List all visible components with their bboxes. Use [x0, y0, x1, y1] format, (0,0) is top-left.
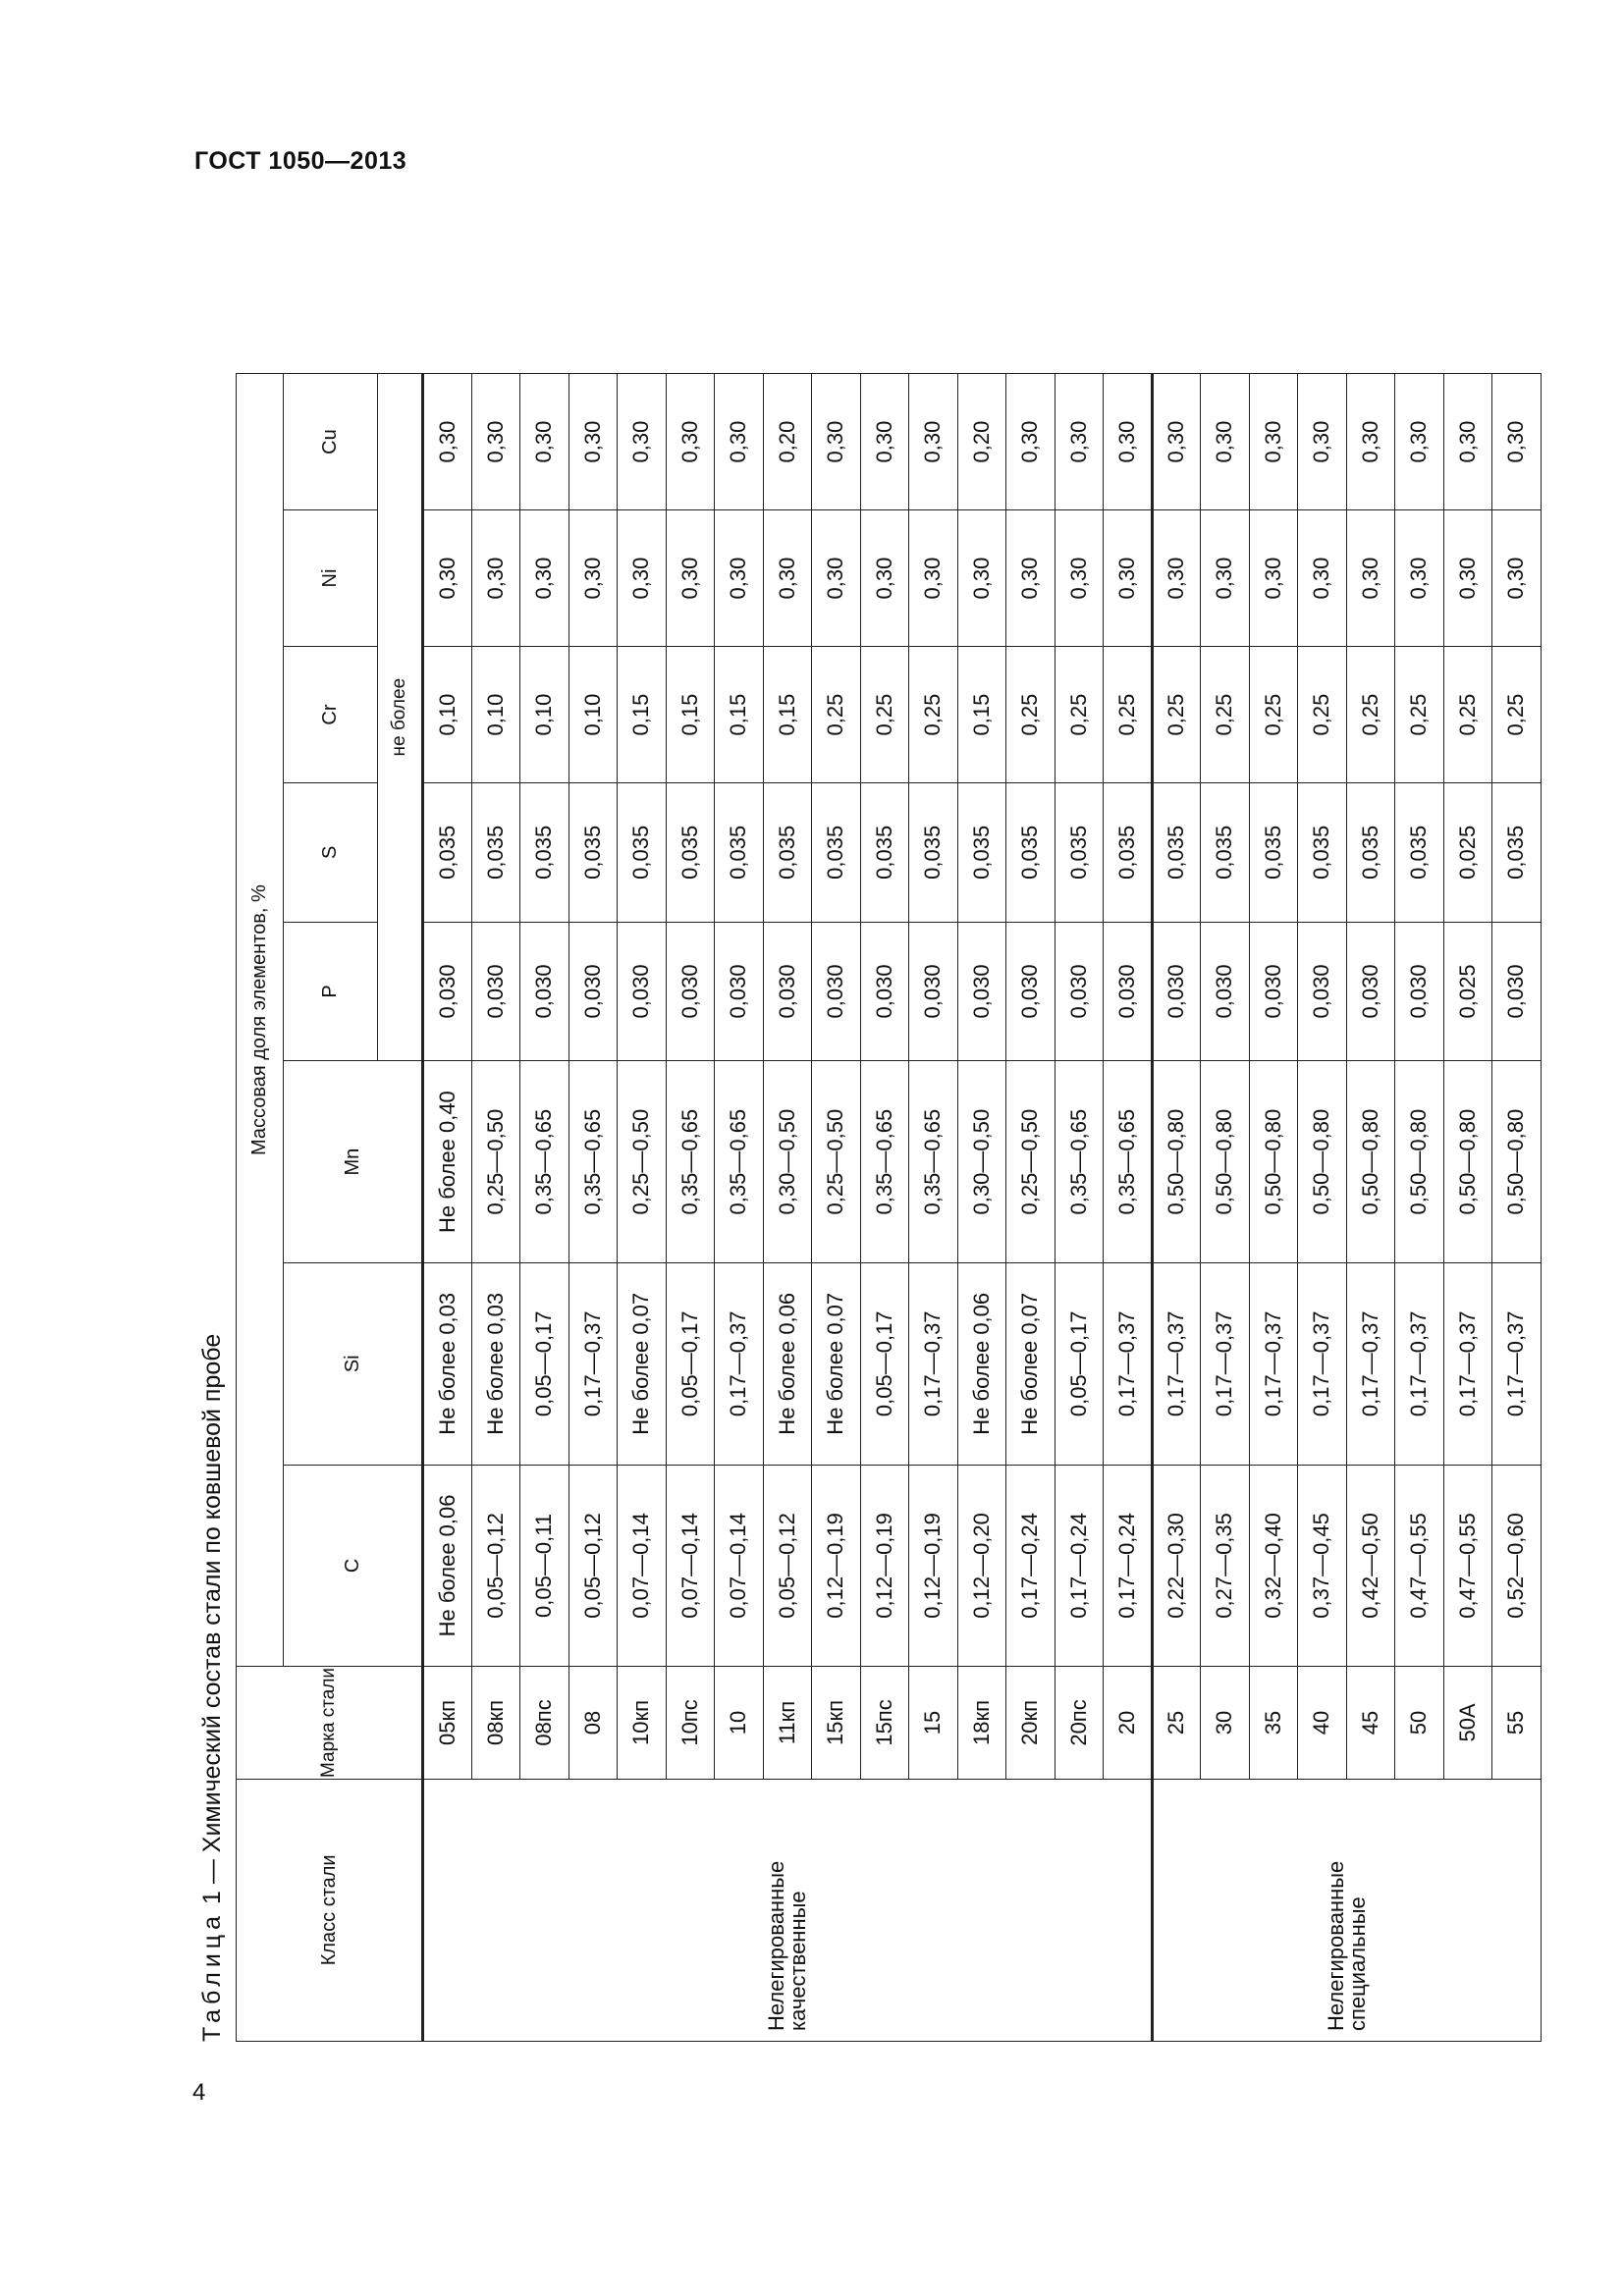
s-cell: 0,035: [1104, 783, 1153, 923]
s-cell: 0,035: [763, 783, 812, 923]
cu-cell: 0,30: [1443, 374, 1492, 510]
p-cell: 0,030: [812, 922, 861, 1061]
mn-cell: 0,50—0,80: [1492, 1061, 1542, 1263]
cu-cell: 0,30: [1201, 374, 1250, 510]
cu-cell: 0,30: [1298, 374, 1347, 510]
grade-cell: 20кп: [1006, 1667, 1056, 1779]
p-cell: 0,030: [1395, 922, 1444, 1061]
c-cell: 0,12—0,19: [860, 1465, 909, 1667]
mn-cell: Не более 0,40: [423, 1061, 472, 1263]
grade-cell: 18кп: [957, 1667, 1006, 1779]
header-not-more: не более: [378, 374, 423, 1061]
ni-cell: 0,30: [957, 510, 1006, 647]
p-cell: 0,030: [860, 922, 909, 1061]
ni-cell: 0,30: [860, 510, 909, 647]
table-caption-prefix: Таблица: [198, 1910, 226, 2042]
s-cell: 0,035: [860, 783, 909, 923]
page-number: 4: [192, 2079, 206, 2106]
ni-cell: 0,30: [1249, 510, 1298, 647]
c-cell: 0,12—0,19: [812, 1465, 861, 1667]
mn-cell: 0,25—0,50: [618, 1061, 667, 1263]
si-cell: Не более 0,06: [957, 1262, 1006, 1465]
s-cell: 0,035: [471, 783, 520, 923]
p-cell: 0,030: [1346, 922, 1395, 1061]
si-cell: 0,17—0,37: [1492, 1262, 1542, 1465]
mn-cell: 0,35—0,65: [1104, 1061, 1153, 1263]
ni-cell: 0,30: [909, 510, 958, 647]
c-cell: 0,47—0,55: [1395, 1465, 1444, 1667]
cu-cell: 0,30: [860, 374, 909, 510]
chemical-composition-table: [236, 373, 1542, 2042]
cr-cell: 0,25: [1443, 647, 1492, 783]
cr-cell: 0,15: [666, 647, 715, 783]
s-cell: 0,035: [568, 783, 618, 923]
ni-cell: 0,30: [763, 510, 812, 647]
mn-cell: 0,30—0,50: [957, 1061, 1006, 1263]
si-cell: 0,17—0,37: [1346, 1262, 1395, 1465]
cu-cell: 0,30: [1152, 374, 1201, 510]
cr-cell: 0,25: [812, 647, 861, 783]
s-cell: 0,035: [1298, 783, 1347, 923]
cr-cell: 0,25: [1006, 647, 1056, 783]
cu-cell: 0,30: [1104, 374, 1153, 510]
c-cell: 0,42—0,50: [1346, 1465, 1395, 1667]
s-cell: 0,035: [423, 783, 472, 923]
grade-cell: 50А: [1443, 1667, 1492, 1779]
p-cell: 0,030: [1006, 922, 1056, 1061]
mn-cell: 0,25—0,50: [812, 1061, 861, 1263]
cr-cell: 0,25: [1249, 647, 1298, 783]
cr-cell: 0,15: [957, 647, 1006, 783]
header-cu: Cu: [284, 374, 378, 510]
p-cell: 0,030: [1492, 922, 1542, 1061]
si-cell: 0,17—0,37: [1249, 1262, 1298, 1465]
p-cell: 0,030: [520, 922, 569, 1061]
cu-cell: 0,30: [909, 374, 958, 510]
cu-cell: 0,30: [1055, 374, 1104, 510]
si-cell: 0,17—0,37: [1395, 1262, 1444, 1465]
cu-cell: 0,30: [471, 374, 520, 510]
mn-cell: 0,50—0,80: [1346, 1061, 1395, 1263]
ni-cell: 0,30: [1104, 510, 1153, 647]
grade-cell: 11кп: [763, 1667, 812, 1779]
p-cell: 0,030: [1152, 922, 1201, 1061]
grade-cell: 10: [715, 1667, 764, 1779]
header-s: S: [284, 783, 378, 923]
cr-cell: 0,15: [763, 647, 812, 783]
s-cell: 0,035: [1492, 783, 1542, 923]
table-row: [423, 374, 472, 2042]
c-cell: 0,12—0,20: [957, 1465, 1006, 1667]
header-steel-grade: Марка стали: [237, 1667, 423, 1779]
si-cell: 0,17—0,37: [1298, 1262, 1347, 1465]
grade-cell: 08: [568, 1667, 618, 1779]
si-cell: 0,05—0,17: [666, 1262, 715, 1465]
grade-cell: 50: [1395, 1667, 1444, 1779]
mn-cell: 0,35—0,65: [666, 1061, 715, 1263]
mn-cell: 0,35—0,65: [909, 1061, 958, 1263]
si-cell: 0,05—0,17: [860, 1262, 909, 1465]
grade-cell: 20пс: [1055, 1667, 1104, 1779]
p-cell: 0,030: [666, 922, 715, 1061]
p-cell: 0,030: [1055, 922, 1104, 1061]
mn-cell: 0,50—0,80: [1201, 1061, 1250, 1263]
cu-cell: 0,30: [1492, 374, 1542, 510]
header-ni: Ni: [284, 510, 378, 647]
grade-cell: 30: [1201, 1667, 1250, 1779]
s-cell: 0,035: [1249, 783, 1298, 923]
cr-cell: 0,25: [1055, 647, 1104, 783]
ni-cell: 0,30: [1346, 510, 1395, 647]
header-mass-fraction: Массовая доля элементов, %: [237, 374, 284, 1667]
grade-cell: 15: [909, 1667, 958, 1779]
header-p: P: [284, 922, 378, 1061]
ni-cell: 0,30: [812, 510, 861, 647]
grade-cell: 08кп: [471, 1667, 520, 1779]
cr-cell: 0,25: [1492, 647, 1542, 783]
mn-cell: 0,25—0,50: [471, 1061, 520, 1263]
grade-cell: 55: [1492, 1667, 1542, 1779]
grade-cell: 45: [1346, 1667, 1395, 1779]
ni-cell: 0,30: [618, 510, 667, 647]
grade-cell: 15пс: [860, 1667, 909, 1779]
mn-cell: 0,35—0,65: [715, 1061, 764, 1263]
grade-cell: 08пс: [520, 1667, 569, 1779]
mn-cell: 0,35—0,65: [568, 1061, 618, 1263]
ni-cell: 0,30: [423, 510, 472, 647]
c-cell: 0,27—0,35: [1201, 1465, 1250, 1667]
cu-cell: 0,20: [957, 374, 1006, 510]
s-cell: 0,035: [1006, 783, 1056, 923]
si-cell: 0,05—0,17: [520, 1262, 569, 1465]
c-cell: 0,52—0,60: [1492, 1465, 1542, 1667]
cr-cell: 0,25: [1201, 647, 1250, 783]
c-cell: 0,17—0,24: [1104, 1465, 1153, 1667]
s-cell: 0,035: [957, 783, 1006, 923]
c-cell: Не более 0,06: [423, 1465, 472, 1667]
cu-cell: 0,30: [1395, 374, 1444, 510]
p-cell: 0,030: [1298, 922, 1347, 1061]
cr-cell: 0,25: [1395, 647, 1444, 783]
cr-cell: 0,25: [1152, 647, 1201, 783]
ni-cell: 0,30: [715, 510, 764, 647]
p-cell: 0,030: [715, 922, 764, 1061]
s-cell: 0,035: [909, 783, 958, 923]
s-cell: 0,035: [618, 783, 667, 923]
grade-cell: 25: [1152, 1667, 1201, 1779]
si-cell: Не более 0,03: [471, 1262, 520, 1465]
cr-cell: 0,10: [423, 647, 472, 783]
mn-cell: 0,35—0,65: [860, 1061, 909, 1263]
cu-cell: 0,30: [618, 374, 667, 510]
s-cell: 0,035: [812, 783, 861, 923]
si-cell: 0,17—0,37: [715, 1262, 764, 1465]
cr-cell: 0,10: [471, 647, 520, 783]
ni-cell: 0,30: [1055, 510, 1104, 647]
p-cell: 0,030: [471, 922, 520, 1061]
p-cell: 0,030: [1104, 922, 1153, 1061]
si-cell: Не более 0,03: [423, 1262, 472, 1465]
table-caption: [190, 1334, 234, 2042]
mn-cell: 0,30—0,50: [763, 1061, 812, 1263]
p-cell: 0,030: [1249, 922, 1298, 1061]
ni-cell: 0,30: [520, 510, 569, 647]
grade-cell: 05кп: [423, 1667, 472, 1779]
cr-cell: 0,25: [860, 647, 909, 783]
si-cell: 0,17—0,37: [1104, 1262, 1153, 1465]
s-cell: 0,035: [1346, 783, 1395, 923]
mn-cell: 0,35—0,65: [520, 1061, 569, 1263]
cu-cell: 0,30: [423, 374, 472, 510]
c-cell: 0,22—0,30: [1152, 1465, 1201, 1667]
cr-cell: 0,25: [1298, 647, 1347, 783]
ni-cell: 0,30: [1152, 510, 1201, 647]
s-cell: 0,035: [715, 783, 764, 923]
p-cell: 0,030: [568, 922, 618, 1061]
cr-cell: 0,10: [568, 647, 618, 783]
c-cell: 0,12—0,19: [909, 1465, 958, 1667]
p-cell: 0,030: [909, 922, 958, 1061]
header-c: C: [284, 1465, 423, 1667]
p-cell: 0,030: [957, 922, 1006, 1061]
mn-cell: 0,50—0,80: [1152, 1061, 1201, 1263]
ni-cell: 0,30: [1492, 510, 1542, 647]
s-cell: 0,035: [1055, 783, 1104, 923]
mn-cell: 0,50—0,80: [1443, 1061, 1492, 1263]
c-cell: 0,07—0,14: [715, 1465, 764, 1667]
si-cell: 0,05—0,17: [1055, 1262, 1104, 1465]
cr-cell: 0,10: [520, 647, 569, 783]
s-cell: 0,035: [666, 783, 715, 923]
s-cell: 0,035: [1201, 783, 1250, 923]
c-cell: 0,47—0,55: [1443, 1465, 1492, 1667]
c-cell: 0,37—0,45: [1298, 1465, 1347, 1667]
cr-cell: 0,15: [618, 647, 667, 783]
cu-cell: 0,30: [812, 374, 861, 510]
steel-class-cell: Нелегированные специальные: [1152, 1779, 1541, 2041]
si-cell: 0,17—0,37: [1443, 1262, 1492, 1465]
table-caption-text: 1 — Химический состав стали по ковшевой пробе: [198, 1333, 226, 1905]
ni-cell: 0,30: [1298, 510, 1347, 647]
p-cell: 0,030: [423, 922, 472, 1061]
c-cell: 0,05—0,11: [520, 1465, 569, 1667]
ni-cell: 0,30: [1395, 510, 1444, 647]
header-steel-class: Класс стали: [237, 1779, 423, 2041]
p-cell: 0,030: [618, 922, 667, 1061]
si-cell: Не более 0,07: [812, 1262, 861, 1465]
p-cell: 0,030: [1201, 922, 1250, 1061]
mn-cell: 0,25—0,50: [1006, 1061, 1056, 1263]
si-cell: Не более 0,06: [763, 1262, 812, 1465]
s-cell: 0,035: [1152, 783, 1201, 923]
cu-cell: 0,30: [520, 374, 569, 510]
si-cell: Не более 0,07: [618, 1262, 667, 1465]
header-mn: Mn: [284, 1061, 423, 1263]
rotated-table-block: [190, 373, 1529, 2042]
p-cell: 0,025: [1443, 922, 1492, 1061]
ni-cell: 0,30: [666, 510, 715, 647]
cr-cell: 0,25: [1346, 647, 1395, 783]
grade-cell: 15кп: [812, 1667, 861, 1779]
p-cell: 0,030: [763, 922, 812, 1061]
s-cell: 0,035: [520, 783, 569, 923]
c-cell: 0,32—0,40: [1249, 1465, 1298, 1667]
cr-cell: 0,25: [909, 647, 958, 783]
grade-cell: 10кп: [618, 1667, 667, 1779]
si-cell: 0,17—0,37: [568, 1262, 618, 1465]
c-cell: 0,17—0,24: [1055, 1465, 1104, 1667]
grade-cell: 40: [1298, 1667, 1347, 1779]
ni-cell: 0,30: [1006, 510, 1056, 647]
table-row: [1152, 374, 1201, 2042]
table-body: [423, 374, 1542, 2042]
header-si: Si: [284, 1262, 423, 1465]
c-cell: 0,05—0,12: [763, 1465, 812, 1667]
ni-cell: 0,30: [471, 510, 520, 647]
c-cell: 0,05—0,12: [471, 1465, 520, 1667]
steel-class-cell: Нелегированные качественные: [423, 1779, 1153, 2041]
mn-cell: 0,50—0,80: [1298, 1061, 1347, 1263]
mn-cell: 0,50—0,80: [1249, 1061, 1298, 1263]
c-cell: 0,05—0,12: [568, 1465, 618, 1667]
s-cell: 0,035: [1395, 783, 1444, 923]
cu-cell: 0,30: [666, 374, 715, 510]
c-cell: 0,17—0,24: [1006, 1465, 1056, 1667]
si-cell: Не более 0,07: [1006, 1262, 1056, 1465]
standard-code: ГОСТ 1050—2013: [194, 147, 407, 175]
c-cell: 0,07—0,14: [666, 1465, 715, 1667]
si-cell: 0,17—0,37: [1201, 1262, 1250, 1465]
mn-cell: 0,50—0,80: [1395, 1061, 1444, 1263]
cu-cell: 0,30: [568, 374, 618, 510]
c-cell: 0,07—0,14: [618, 1465, 667, 1667]
si-cell: 0,17—0,37: [909, 1262, 958, 1465]
grade-cell: 10пс: [666, 1667, 715, 1779]
cu-cell: 0,30: [1249, 374, 1298, 510]
ni-cell: 0,30: [1201, 510, 1250, 647]
s-cell: 0,025: [1443, 783, 1492, 923]
ni-cell: 0,30: [1443, 510, 1492, 647]
cu-cell: 0,30: [1346, 374, 1395, 510]
header-cr: Cr: [284, 647, 378, 783]
cr-cell: 0,15: [715, 647, 764, 783]
grade-cell: 20: [1104, 1667, 1153, 1779]
cu-cell: 0,30: [715, 374, 764, 510]
grade-cell: 35: [1249, 1667, 1298, 1779]
cu-cell: 0,30: [1006, 374, 1056, 510]
si-cell: 0,17—0,37: [1152, 1262, 1201, 1465]
cr-cell: 0,25: [1104, 647, 1153, 783]
cu-cell: 0,20: [763, 374, 812, 510]
ni-cell: 0,30: [568, 510, 618, 647]
mn-cell: 0,35—0,65: [1055, 1061, 1104, 1263]
